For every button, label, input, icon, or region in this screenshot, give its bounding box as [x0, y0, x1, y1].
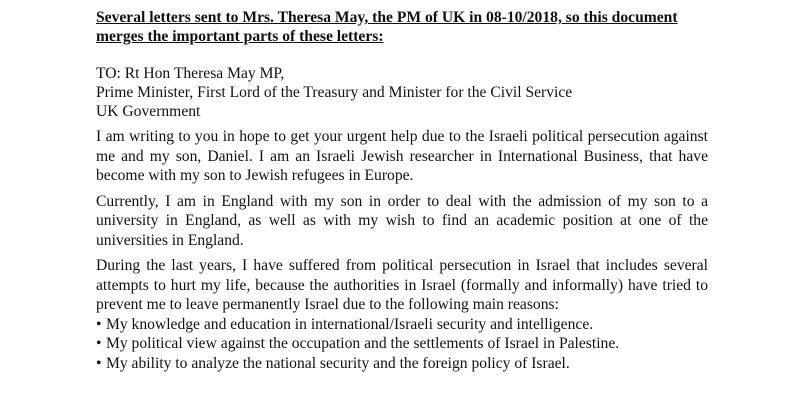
list-item — [96, 315, 708, 335]
heading-line-2: merges the important parts of these letters: — [96, 28, 384, 45]
bullet-icon: • — [96, 335, 102, 352]
heading-line-1: Several letters sent to Mrs. Theresa May, the PM of UK in 08-10/2018, so this document — [96, 9, 678, 26]
bullet-icon: • — [96, 315, 102, 333]
address-org: UK Government — [96, 103, 201, 120]
address-to: TO: Rt Hon Theresa May MP, — [96, 65, 285, 82]
list-item — [96, 354, 708, 374]
list-item-text: My political view against the occupation and the settlements of Israel in Palestine. — [106, 335, 620, 352]
bullet-icon: • — [96, 354, 102, 372]
list-item-text: My ability to analyze the national security and the foreign policy of Israel. — [106, 354, 570, 372]
reasons-list — [96, 315, 708, 374]
paragraph-1: I am writing to you in hope to get your urgent help due to the Israeli political persecution against me and my son, Daniel. I am an Israeli Jewish researcher in International Business, that have become with my son to Jewish refugees in Europe. — [96, 128, 708, 184]
letter-document — [96, 8, 708, 373]
address-role: Prime Minister, First Lord of the Treasury and Minister for the Civil Service — [96, 84, 573, 101]
recipient-address — [96, 64, 708, 121]
paragraph-3: During the last years, I have suffered from political persecution in Israel that includes several attempts to hurt my life, because the authorities in Israel (formally and informally) have tried to prevent me to leave permanently Israel due to the following main reasons: — [96, 257, 708, 313]
list-item — [96, 334, 708, 354]
paragraph-2: Currently, I am in England with my son in order to deal with the admission of my son to a university in England, as well as with my wish to find an academic position at one of the universities in England. — [96, 192, 708, 249]
list-item-text: My knowledge and education in international/Israeli security and intelligence. — [106, 315, 594, 333]
document-heading — [96, 8, 708, 46]
